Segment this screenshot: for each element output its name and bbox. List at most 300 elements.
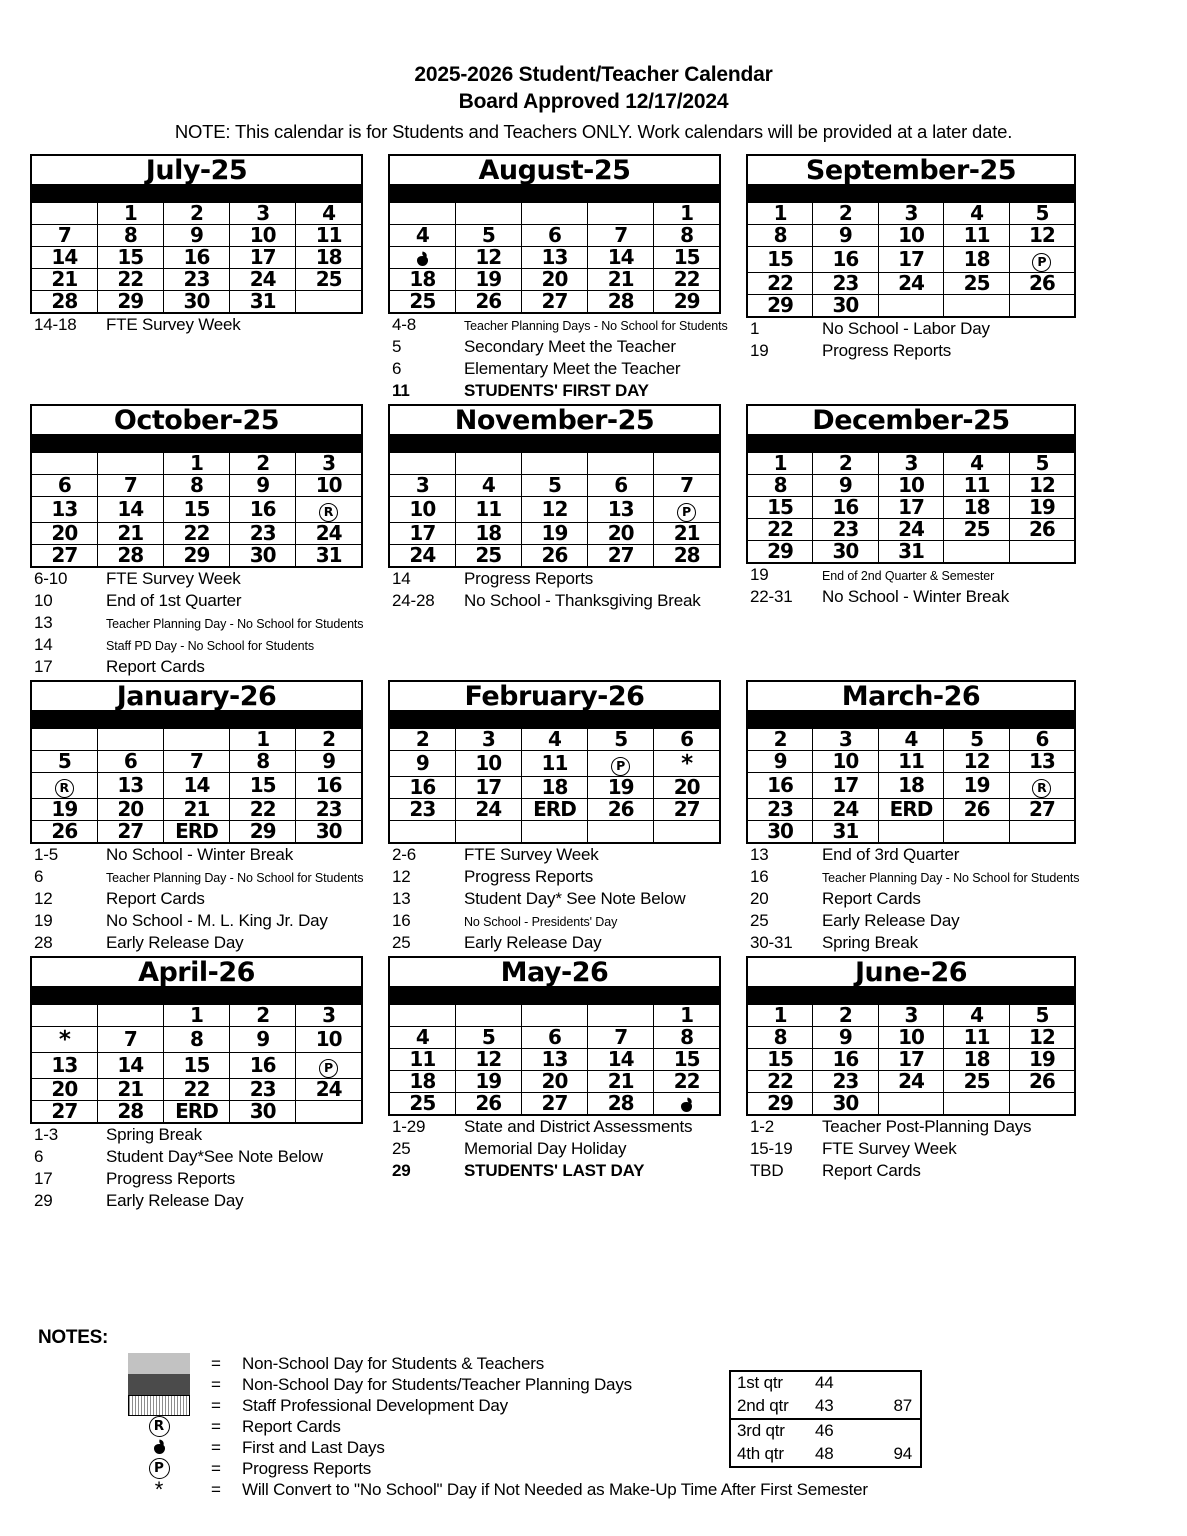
day-cell[interactable]: 28 xyxy=(588,290,654,313)
day-cell-empty[interactable] xyxy=(296,1100,362,1123)
day-cell[interactable]: 18 xyxy=(944,1048,1010,1070)
day-cell[interactable]: 15 xyxy=(230,772,296,798)
day-cell[interactable]: 23 xyxy=(230,1078,296,1100)
day-cell[interactable]: 3 xyxy=(878,452,944,475)
day-cell[interactable]: 8 xyxy=(747,224,813,246)
day-cell-empty[interactable] xyxy=(163,728,229,751)
day-cell[interactable]: 17 xyxy=(878,1048,944,1070)
day-cell-empty[interactable] xyxy=(588,1004,654,1027)
day-cell[interactable]: 4 xyxy=(296,202,362,225)
day-cell[interactable]: 21 xyxy=(588,268,654,290)
day-cell[interactable]: 2 xyxy=(747,728,813,751)
day-cell[interactable]: 20 xyxy=(521,1070,587,1092)
day-cell[interactable]: 4 xyxy=(878,728,944,751)
day-cell[interactable]: 2 xyxy=(389,728,455,751)
day-cell[interactable]: 8 xyxy=(97,224,163,246)
day-cell[interactable]: 12 xyxy=(1009,1026,1075,1048)
day-cell[interactable]: 21 xyxy=(163,798,229,820)
day-cell-empty[interactable] xyxy=(1009,820,1075,843)
day-cell[interactable]: 18 xyxy=(296,246,362,268)
day-cell[interactable]: 27 xyxy=(31,544,97,567)
day-cell[interactable]: 29 xyxy=(654,290,720,313)
day-cell-empty[interactable] xyxy=(521,452,587,475)
day-cell[interactable]: 29 xyxy=(97,290,163,313)
day-cell-empty[interactable] xyxy=(31,202,97,225)
day-cell[interactable]: 10 xyxy=(878,1026,944,1048)
day-cell-empty[interactable] xyxy=(31,452,97,475)
day-cell[interactable]: 29 xyxy=(747,294,813,317)
day-cell[interactable]: 19 xyxy=(455,268,521,290)
day-cell[interactable]: 20 xyxy=(521,268,587,290)
day-cell[interactable]: 27 xyxy=(654,798,720,820)
day-cell[interactable]: ERD xyxy=(163,820,229,843)
day-cell-empty[interactable] xyxy=(1009,540,1075,563)
day-cell[interactable]: 14 xyxy=(588,1048,654,1070)
day-cell[interactable]: 15 xyxy=(747,496,813,518)
day-cell[interactable]: 9 xyxy=(230,1026,296,1052)
day-cell[interactable]: 6 xyxy=(588,474,654,496)
day-cell[interactable]: 20 xyxy=(588,522,654,544)
day-cell[interactable]: 13 xyxy=(521,246,587,268)
day-cell[interactable]: 2 xyxy=(230,452,296,475)
day-cell[interactable]: 23 xyxy=(813,272,879,294)
day-cell-icon[interactable] xyxy=(588,750,654,776)
day-cell[interactable]: 24 xyxy=(296,522,362,544)
day-cell[interactable]: 5 xyxy=(944,728,1010,751)
day-cell[interactable]: 22 xyxy=(654,268,720,290)
day-cell[interactable]: 3 xyxy=(296,1004,362,1027)
day-cell[interactable]: 11 xyxy=(944,224,1010,246)
day-cell[interactable]: 7 xyxy=(31,224,97,246)
day-cell[interactable]: 4 xyxy=(944,452,1010,475)
day-cell-empty[interactable] xyxy=(1009,294,1075,317)
day-cell[interactable]: 31 xyxy=(230,290,296,313)
day-cell[interactable]: 19 xyxy=(455,1070,521,1092)
day-cell-empty[interactable] xyxy=(97,1004,163,1027)
day-cell[interactable]: 24 xyxy=(389,544,455,567)
day-cell[interactable]: 2 xyxy=(813,202,879,225)
day-cell[interactable]: 4 xyxy=(944,202,1010,225)
day-cell[interactable]: 26 xyxy=(1009,272,1075,294)
day-cell[interactable]: 16 xyxy=(389,776,455,798)
day-cell[interactable]: 22 xyxy=(654,1070,720,1092)
day-cell[interactable]: 8 xyxy=(163,1026,229,1052)
day-cell-empty[interactable] xyxy=(944,540,1010,563)
day-cell[interactable]: 1 xyxy=(747,452,813,475)
day-cell-empty[interactable] xyxy=(97,728,163,751)
day-cell[interactable]: 16 xyxy=(747,772,813,798)
day-cell[interactable]: 21 xyxy=(588,1070,654,1092)
day-cell-empty[interactable] xyxy=(1009,1092,1075,1115)
day-cell[interactable]: 15 xyxy=(747,246,813,272)
day-cell[interactable]: 1 xyxy=(163,452,229,475)
day-cell[interactable]: 3 xyxy=(455,728,521,751)
day-cell[interactable]: 29 xyxy=(163,544,229,567)
day-cell[interactable]: 18 xyxy=(521,776,587,798)
day-cell[interactable]: 6 xyxy=(31,474,97,496)
day-cell[interactable]: 24 xyxy=(878,518,944,540)
day-cell[interactable]: 6 xyxy=(654,728,720,751)
day-cell-empty[interactable] xyxy=(521,1004,587,1027)
day-cell[interactable]: 19 xyxy=(1009,496,1075,518)
day-cell[interactable]: 27 xyxy=(588,544,654,567)
day-cell[interactable]: 10 xyxy=(878,224,944,246)
day-cell[interactable]: 25 xyxy=(944,1070,1010,1092)
day-cell[interactable]: 5 xyxy=(455,1026,521,1048)
day-cell[interactable]: 29 xyxy=(747,1092,813,1115)
day-cell[interactable]: 23 xyxy=(163,268,229,290)
day-cell[interactable]: 1 xyxy=(654,202,720,225)
day-cell[interactable]: 7 xyxy=(97,1026,163,1052)
day-cell[interactable]: 1 xyxy=(163,1004,229,1027)
day-cell[interactable]: 23 xyxy=(389,798,455,820)
day-cell[interactable]: 16 xyxy=(230,496,296,522)
day-cell[interactable]: 14 xyxy=(163,772,229,798)
day-cell[interactable]: 20 xyxy=(97,798,163,820)
day-cell[interactable]: 8 xyxy=(747,474,813,496)
day-cell[interactable]: 25 xyxy=(296,268,362,290)
day-cell[interactable]: 18 xyxy=(944,246,1010,272)
day-cell[interactable]: 10 xyxy=(878,474,944,496)
day-cell[interactable]: 3 xyxy=(389,474,455,496)
day-cell[interactable]: 9 xyxy=(389,750,455,776)
day-cell[interactable]: 2 xyxy=(813,452,879,475)
day-cell-empty[interactable] xyxy=(455,452,521,475)
day-cell[interactable]: 25 xyxy=(455,544,521,567)
day-cell-empty[interactable] xyxy=(588,202,654,225)
day-cell[interactable]: 3 xyxy=(878,1004,944,1027)
day-cell[interactable]: 5 xyxy=(455,224,521,246)
day-cell-empty[interactable] xyxy=(455,1004,521,1027)
day-cell[interactable]: 15 xyxy=(163,1052,229,1078)
day-cell[interactable]: 24 xyxy=(878,1070,944,1092)
day-cell-empty[interactable] xyxy=(31,1004,97,1027)
day-cell-empty[interactable] xyxy=(944,820,1010,843)
day-cell[interactable]: ERD xyxy=(163,1100,229,1123)
day-cell[interactable]: 31 xyxy=(878,540,944,563)
day-cell[interactable]: 24 xyxy=(230,268,296,290)
day-cell-empty[interactable] xyxy=(878,1092,944,1115)
day-cell[interactable]: 5 xyxy=(31,750,97,772)
day-cell[interactable]: 23 xyxy=(813,518,879,540)
day-cell[interactable]: 3 xyxy=(813,728,879,751)
day-cell-empty[interactable] xyxy=(31,728,97,751)
day-cell[interactable]: 11 xyxy=(944,1026,1010,1048)
day-cell[interactable]: 8 xyxy=(230,750,296,772)
day-cell[interactable]: 9 xyxy=(813,224,879,246)
day-cell[interactable]: 29 xyxy=(747,540,813,563)
day-cell[interactable]: 30 xyxy=(230,1100,296,1123)
day-cell[interactable]: 20 xyxy=(654,776,720,798)
day-cell[interactable]: 14 xyxy=(588,246,654,268)
day-cell[interactable]: 5 xyxy=(1009,1004,1075,1027)
day-cell[interactable]: 12 xyxy=(455,1048,521,1070)
day-cell[interactable]: 5 xyxy=(588,728,654,751)
day-cell[interactable]: 9 xyxy=(813,474,879,496)
day-cell[interactable]: 14 xyxy=(97,496,163,522)
day-cell[interactable]: 16 xyxy=(296,772,362,798)
day-cell[interactable]: 21 xyxy=(31,268,97,290)
day-cell[interactable]: 10 xyxy=(389,496,455,522)
day-cell[interactable]: 22 xyxy=(747,272,813,294)
day-cell[interactable]: 1 xyxy=(747,1004,813,1027)
day-cell[interactable]: 13 xyxy=(31,1052,97,1078)
day-cell[interactable]: 11 xyxy=(389,1048,455,1070)
day-cell[interactable]: 13 xyxy=(31,496,97,522)
day-cell[interactable]: 1 xyxy=(97,202,163,225)
day-cell-empty[interactable] xyxy=(654,452,720,475)
day-cell[interactable]: 25 xyxy=(389,1092,455,1115)
day-cell[interactable]: 7 xyxy=(588,224,654,246)
day-cell[interactable]: 9 xyxy=(230,474,296,496)
day-cell[interactable]: 29 xyxy=(230,820,296,843)
day-cell-icon[interactable] xyxy=(654,1092,720,1115)
day-cell-empty[interactable] xyxy=(455,202,521,225)
day-cell[interactable]: 18 xyxy=(944,496,1010,518)
day-cell[interactable]: 9 xyxy=(163,224,229,246)
day-cell[interactable]: 18 xyxy=(389,268,455,290)
day-cell[interactable]: 19 xyxy=(588,776,654,798)
day-cell[interactable]: 22 xyxy=(97,268,163,290)
day-cell[interactable]: 23 xyxy=(230,522,296,544)
day-cell[interactable]: 4 xyxy=(389,224,455,246)
day-cell[interactable]: 7 xyxy=(654,474,720,496)
day-cell[interactable]: 11 xyxy=(455,496,521,522)
day-cell-icon[interactable] xyxy=(31,772,97,798)
day-cell[interactable]: ERD xyxy=(521,798,587,820)
day-cell[interactable]: 14 xyxy=(97,1052,163,1078)
day-cell[interactable]: 15 xyxy=(654,1048,720,1070)
day-cell-empty[interactable] xyxy=(389,1004,455,1027)
day-cell-icon[interactable] xyxy=(654,750,720,776)
day-cell[interactable]: 25 xyxy=(944,272,1010,294)
day-cell[interactable]: 11 xyxy=(944,474,1010,496)
day-cell-empty[interactable] xyxy=(389,820,455,843)
day-cell[interactable]: 12 xyxy=(521,496,587,522)
day-cell[interactable]: 9 xyxy=(747,750,813,772)
day-cell[interactable]: 4 xyxy=(389,1026,455,1048)
day-cell[interactable]: 19 xyxy=(1009,1048,1075,1070)
day-cell[interactable]: 17 xyxy=(230,246,296,268)
day-cell[interactable]: 9 xyxy=(296,750,362,772)
day-cell[interactable]: 27 xyxy=(31,1100,97,1123)
day-cell[interactable]: 19 xyxy=(521,522,587,544)
day-cell[interactable]: 26 xyxy=(1009,1070,1075,1092)
day-cell[interactable]: ERD xyxy=(878,798,944,820)
day-cell[interactable]: 24 xyxy=(296,1078,362,1100)
day-cell[interactable]: 24 xyxy=(813,798,879,820)
day-cell[interactable]: 22 xyxy=(163,1078,229,1100)
day-cell[interactable]: 11 xyxy=(878,750,944,772)
day-cell[interactable]: 20 xyxy=(31,1078,97,1100)
day-cell[interactable]: 21 xyxy=(97,522,163,544)
day-cell[interactable]: 22 xyxy=(230,798,296,820)
day-cell[interactable]: 15 xyxy=(654,246,720,268)
day-cell-icon[interactable] xyxy=(654,496,720,522)
day-cell[interactable]: 6 xyxy=(97,750,163,772)
day-cell[interactable]: 4 xyxy=(521,728,587,751)
day-cell-empty[interactable] xyxy=(455,820,521,843)
day-cell-icon[interactable] xyxy=(1009,246,1075,272)
day-cell[interactable]: 1 xyxy=(747,202,813,225)
day-cell[interactable]: 22 xyxy=(747,1070,813,1092)
day-cell[interactable]: 18 xyxy=(389,1070,455,1092)
day-cell[interactable]: 6 xyxy=(521,224,587,246)
day-cell[interactable]: 8 xyxy=(654,224,720,246)
day-cell[interactable]: 16 xyxy=(230,1052,296,1078)
day-cell[interactable]: 26 xyxy=(455,1092,521,1115)
day-cell[interactable]: 28 xyxy=(97,544,163,567)
day-cell[interactable]: 7 xyxy=(97,474,163,496)
day-cell[interactable]: 16 xyxy=(163,246,229,268)
day-cell[interactable]: 30 xyxy=(813,1092,879,1115)
day-cell[interactable]: 26 xyxy=(521,544,587,567)
day-cell[interactable]: 2 xyxy=(296,728,362,751)
day-cell[interactable]: 31 xyxy=(813,820,879,843)
day-cell[interactable]: 21 xyxy=(654,522,720,544)
day-cell[interactable]: 5 xyxy=(1009,452,1075,475)
day-cell[interactable]: 26 xyxy=(588,798,654,820)
day-cell[interactable]: 7 xyxy=(163,750,229,772)
day-cell-icon[interactable] xyxy=(296,496,362,522)
day-cell[interactable]: 30 xyxy=(747,820,813,843)
day-cell[interactable]: 19 xyxy=(31,798,97,820)
day-cell[interactable]: 25 xyxy=(944,518,1010,540)
day-cell[interactable]: 17 xyxy=(455,776,521,798)
day-cell[interactable]: 30 xyxy=(230,544,296,567)
day-cell[interactable]: 17 xyxy=(389,522,455,544)
day-cell[interactable]: 3 xyxy=(230,202,296,225)
day-cell[interactable]: 24 xyxy=(878,272,944,294)
day-cell[interactable]: 9 xyxy=(813,1026,879,1048)
day-cell[interactable]: 12 xyxy=(1009,224,1075,246)
day-cell[interactable]: 12 xyxy=(1009,474,1075,496)
day-cell-empty[interactable] xyxy=(944,294,1010,317)
day-cell[interactable]: 2 xyxy=(230,1004,296,1027)
day-cell[interactable]: 13 xyxy=(97,772,163,798)
day-cell[interactable]: 26 xyxy=(1009,518,1075,540)
day-cell[interactable]: 28 xyxy=(654,544,720,567)
day-cell-empty[interactable] xyxy=(878,294,944,317)
day-cell-empty[interactable] xyxy=(588,452,654,475)
day-cell[interactable]: 17 xyxy=(878,246,944,272)
day-cell[interactable]: 1 xyxy=(654,1004,720,1027)
day-cell[interactable]: 30 xyxy=(163,290,229,313)
day-cell-icon[interactable] xyxy=(1009,772,1075,798)
day-cell[interactable]: 21 xyxy=(97,1078,163,1100)
day-cell[interactable]: 2 xyxy=(163,202,229,225)
day-cell[interactable]: 12 xyxy=(455,246,521,268)
day-cell[interactable]: 5 xyxy=(521,474,587,496)
day-cell[interactable]: 12 xyxy=(944,750,1010,772)
day-cell-empty[interactable] xyxy=(521,820,587,843)
day-cell[interactable]: 5 xyxy=(1009,202,1075,225)
day-cell[interactable]: 23 xyxy=(813,1070,879,1092)
day-cell[interactable]: 8 xyxy=(163,474,229,496)
day-cell[interactable]: 10 xyxy=(296,474,362,496)
day-cell[interactable]: 17 xyxy=(813,772,879,798)
day-cell[interactable]: 28 xyxy=(588,1092,654,1115)
day-cell[interactable]: 26 xyxy=(455,290,521,313)
day-cell[interactable]: 10 xyxy=(296,1026,362,1052)
day-cell[interactable]: 13 xyxy=(1009,750,1075,772)
day-cell[interactable]: 16 xyxy=(813,246,879,272)
day-cell[interactable]: 7 xyxy=(588,1026,654,1048)
day-cell[interactable]: 19 xyxy=(944,772,1010,798)
day-cell[interactable]: 8 xyxy=(654,1026,720,1048)
day-cell[interactable]: 11 xyxy=(521,750,587,776)
day-cell-empty[interactable] xyxy=(296,290,362,313)
day-cell-empty[interactable] xyxy=(944,1092,1010,1115)
day-cell[interactable]: 13 xyxy=(588,496,654,522)
day-cell[interactable]: 27 xyxy=(521,1092,587,1115)
day-cell[interactable]: 23 xyxy=(747,798,813,820)
day-cell[interactable]: 16 xyxy=(813,1048,879,1070)
day-cell-empty[interactable] xyxy=(878,820,944,843)
day-cell[interactable]: 3 xyxy=(878,202,944,225)
day-cell[interactable]: 6 xyxy=(1009,728,1075,751)
day-cell[interactable]: 24 xyxy=(455,798,521,820)
day-cell[interactable]: 30 xyxy=(813,540,879,563)
day-cell[interactable]: 20 xyxy=(31,522,97,544)
day-cell[interactable]: 15 xyxy=(747,1048,813,1070)
day-cell-empty[interactable] xyxy=(654,820,720,843)
day-cell[interactable]: 10 xyxy=(455,750,521,776)
day-cell[interactable]: 28 xyxy=(31,290,97,313)
day-cell[interactable]: 16 xyxy=(813,496,879,518)
day-cell[interactable]: 23 xyxy=(296,798,362,820)
day-cell[interactable]: 6 xyxy=(521,1026,587,1048)
day-cell[interactable]: 27 xyxy=(1009,798,1075,820)
day-cell-icon[interactable] xyxy=(389,246,455,268)
day-cell[interactable]: 11 xyxy=(296,224,362,246)
day-cell-empty[interactable] xyxy=(521,202,587,225)
day-cell[interactable]: 4 xyxy=(944,1004,1010,1027)
day-cell[interactable]: 17 xyxy=(878,496,944,518)
day-cell[interactable]: 14 xyxy=(31,246,97,268)
day-cell[interactable]: 3 xyxy=(296,452,362,475)
day-cell-empty[interactable] xyxy=(97,452,163,475)
day-cell[interactable]: 2 xyxy=(813,1004,879,1027)
day-cell[interactable]: 28 xyxy=(97,1100,163,1123)
day-cell[interactable]: 15 xyxy=(97,246,163,268)
day-cell[interactable]: 13 xyxy=(521,1048,587,1070)
day-cell[interactable]: 26 xyxy=(944,798,1010,820)
day-cell-empty[interactable] xyxy=(588,820,654,843)
day-cell-icon[interactable] xyxy=(31,1026,97,1052)
day-cell[interactable]: 30 xyxy=(813,294,879,317)
day-cell[interactable]: 22 xyxy=(747,518,813,540)
day-cell[interactable]: 26 xyxy=(31,820,97,843)
day-cell[interactable]: 8 xyxy=(747,1026,813,1048)
day-cell[interactable]: 27 xyxy=(521,290,587,313)
day-cell[interactable]: 10 xyxy=(813,750,879,772)
day-cell[interactable]: 30 xyxy=(296,820,362,843)
day-cell[interactable]: 31 xyxy=(296,544,362,567)
day-cell[interactable]: 10 xyxy=(230,224,296,246)
day-cell[interactable]: 4 xyxy=(455,474,521,496)
day-cell-empty[interactable] xyxy=(389,452,455,475)
day-cell[interactable]: 22 xyxy=(163,522,229,544)
day-cell-icon[interactable] xyxy=(296,1052,362,1078)
day-cell[interactable]: 27 xyxy=(97,820,163,843)
day-cell[interactable]: 1 xyxy=(230,728,296,751)
day-cell[interactable]: 15 xyxy=(163,496,229,522)
day-cell[interactable]: 25 xyxy=(389,290,455,313)
day-cell[interactable]: 18 xyxy=(878,772,944,798)
day-cell[interactable]: 18 xyxy=(455,522,521,544)
day-cell-empty[interactable] xyxy=(389,202,455,225)
